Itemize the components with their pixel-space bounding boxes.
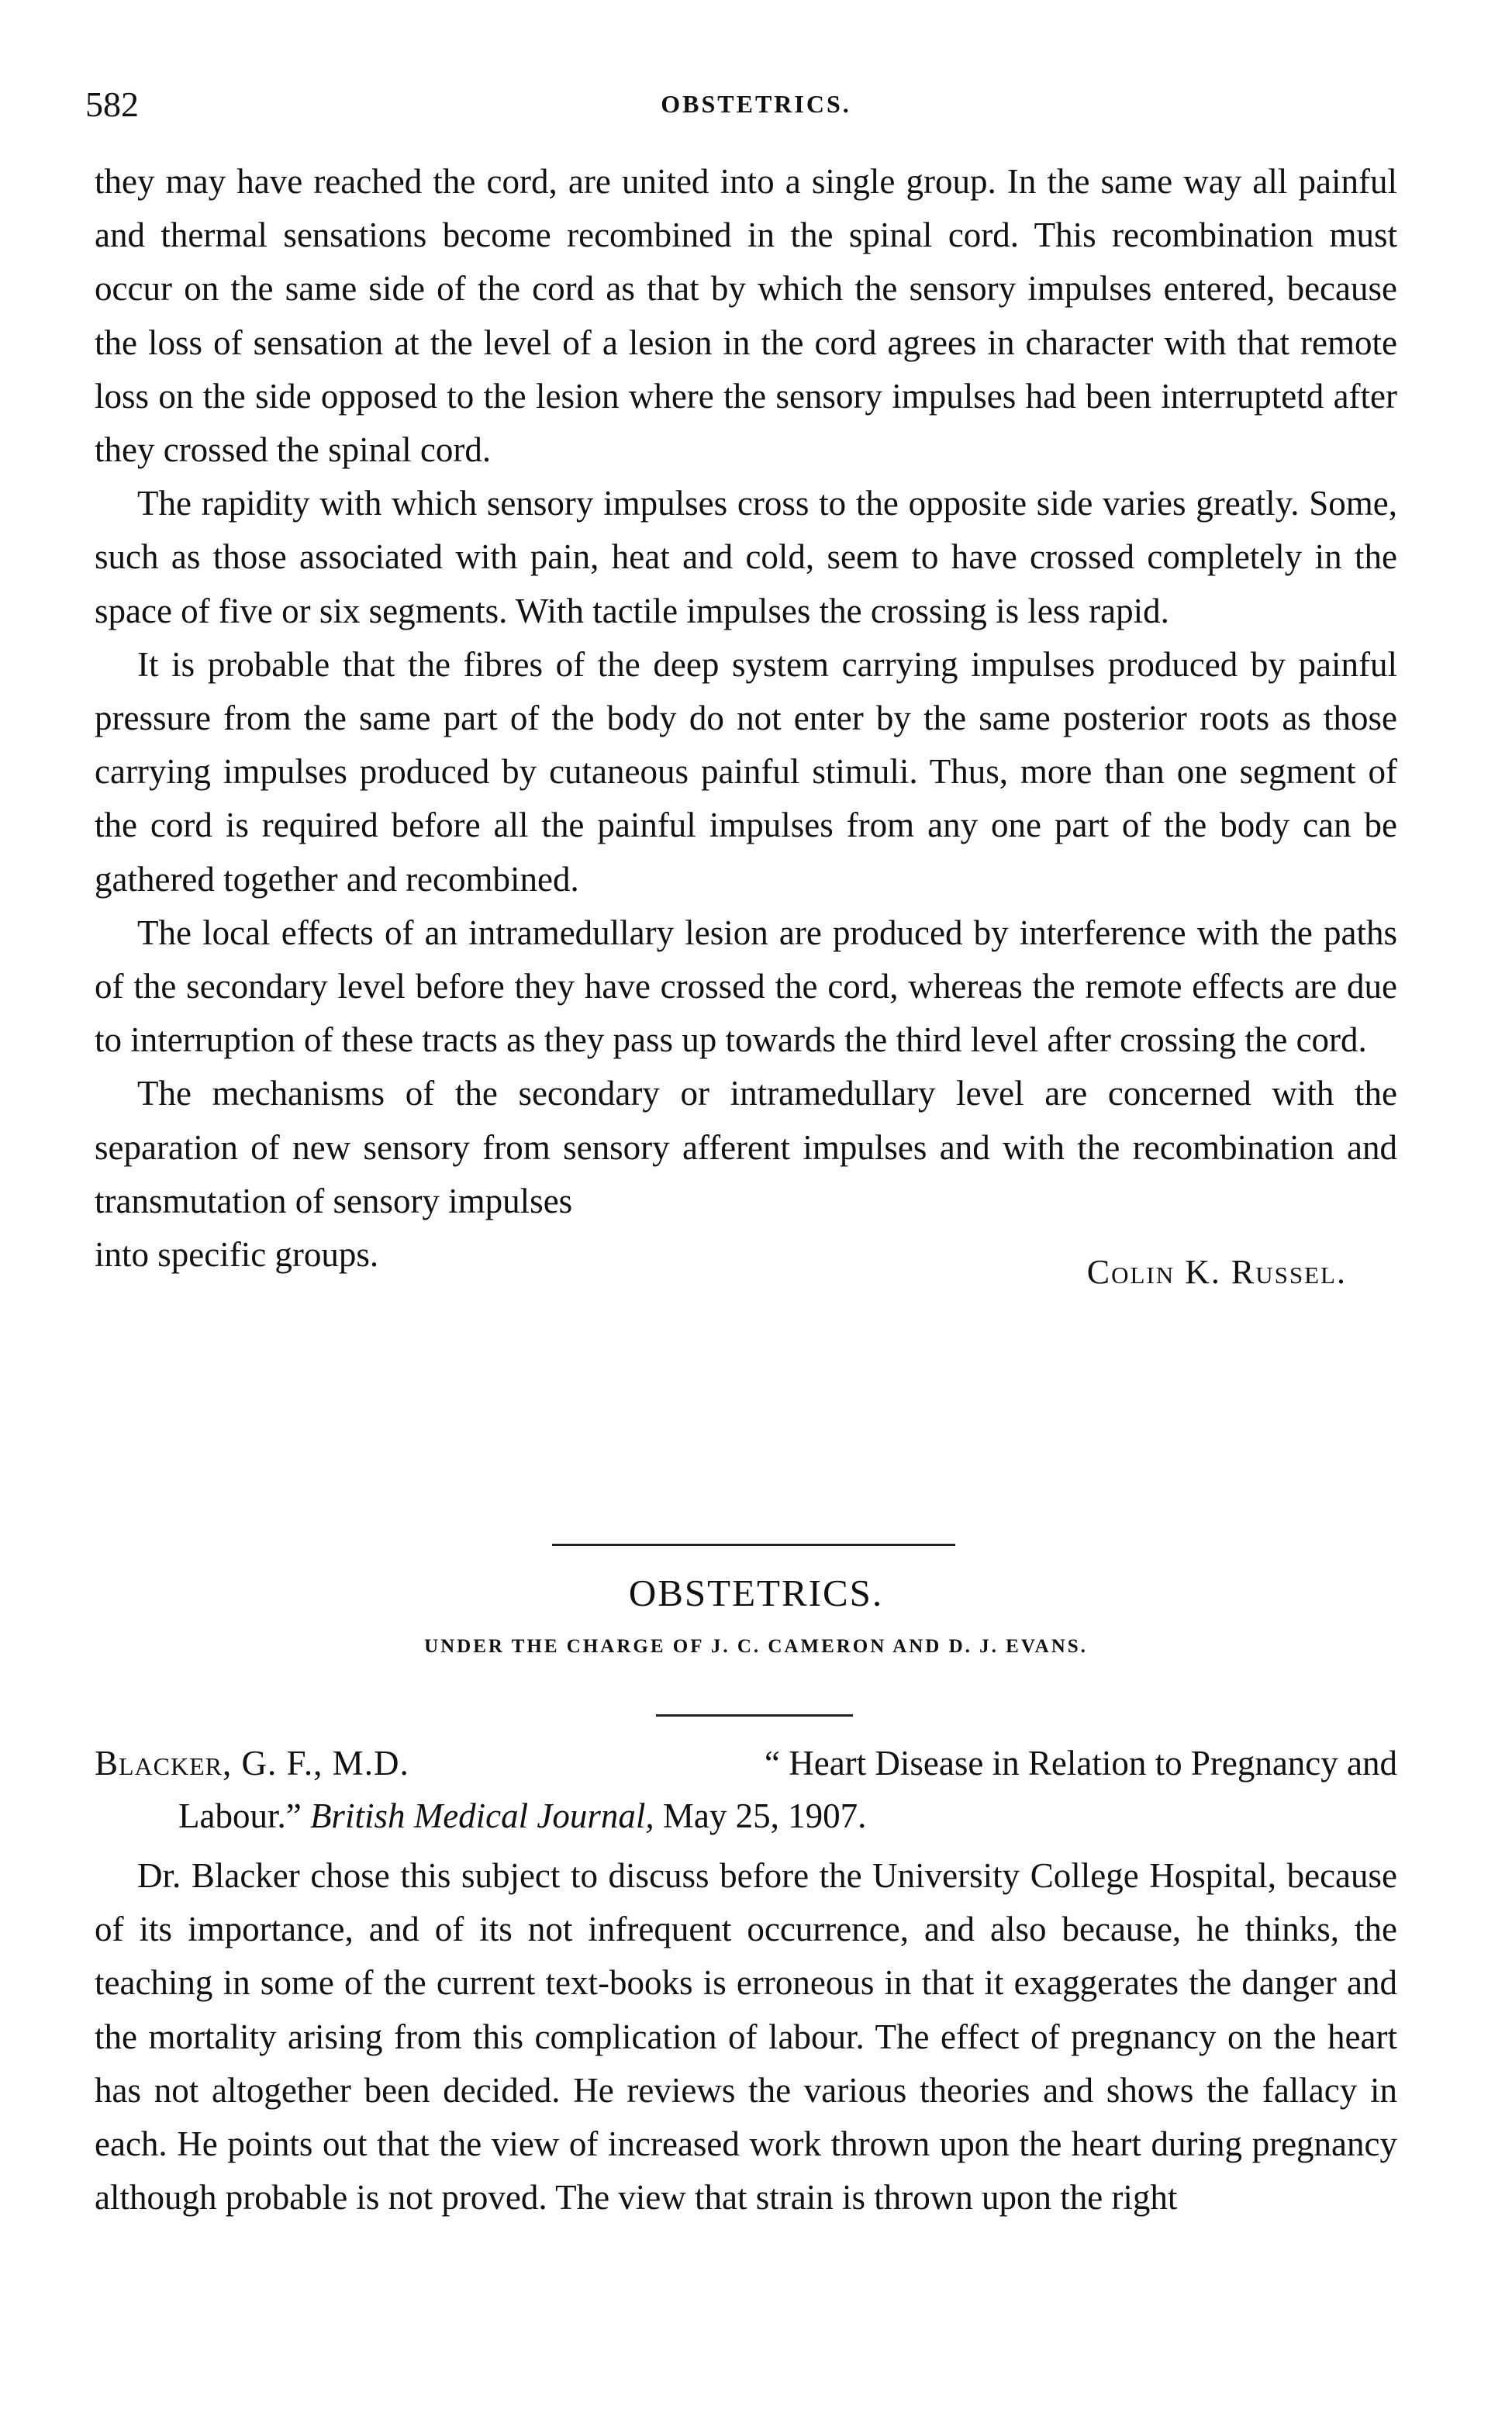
citation-line-2 (95, 1789, 1397, 1842)
paragraph: Dr. Blacker chose this subject to discuss before the University College Hospital, because of its importance, and of its not infrequent occurrence, and also because, he thinks, the teaching in some of the current text-books is erroneous in that it exaggerates the danger and the mortality arising from this complication of labour. The effect of pregnancy on the heart has not altogether been decided. He reviews the various theories and shows the fallacy in each. He points out that the view of increased work thrown upon the heart during pregnancy although probable is not proved. The view that strain is thrown upon the right (95, 1856, 1397, 2217)
page-number: 582 (85, 85, 139, 124)
reference-citation (95, 1737, 1397, 1842)
running-title: OBSTETRICS. (661, 90, 851, 118)
paragraph: they may have reached the cord, are united into a single group. In the same way all painful and thermal sensations become recombined in the spinal cord. This recombination must occur on the same side of the cord as that by which the sensory impulses entered, because the loss of sensation at the level of a lesion in the cord agrees in character with that remote loss on the side opposed to the lesion where the sensory impulses had been interruptetd after they crossed the spinal cord. (95, 162, 1397, 470)
section-editors-line: UNDER THE CHARGE OF J. C. CAMERON AND D. J. EVANS. (424, 1636, 1088, 1657)
article-body-bottom (95, 1849, 1397, 2224)
paragraph: The mechanisms of the secondary or intramedullary level are concerned with the separation of new sensory from sensory afferent impulses and with the recombination and transmutation of sensory impulses (95, 1074, 1397, 1220)
citation-title: “ Heart Disease in Relation to Pregnancy and (765, 1744, 1397, 1783)
article-body-top (95, 155, 1397, 1292)
citation-line-1 (95, 1737, 1397, 1789)
signoff-row (95, 1228, 1397, 1292)
section-heading: OBSTETRICS. (628, 1572, 884, 1614)
heading-underline-rule (656, 1714, 853, 1717)
author-signature: Colin K. Russel. (1086, 1253, 1347, 1292)
citation-date: May 25, 1907. (662, 1796, 867, 1835)
paragraph: It is probable that the fibres of the deep system carrying impulses produced by painful pressure from the same part of the body do not enter by the same posterior roots as those carrying impulses produced by cutaneous painful stimuli. Thus, more than one segment of the cord is required before all the painful impulses from any one part of the body can be gathered together and recombined. (95, 644, 1397, 899)
section-divider-rule (552, 1544, 955, 1546)
paragraph: The local effects of an intramedullary lesion are produced by interference with the paths of the secondary level before they have crossed the cord, whereas the remote effects are due to interruption of these tracts as they pass up towards the third level after crossing the cord. (95, 913, 1397, 1060)
paragraph-ending: into specific groups. (95, 1235, 379, 1275)
paragraph: The rapidity with which sensory impulses cross to the opposite side varies greatly. Some, such as those associated with pain, heat and cold, seem to have crossed completely in the space of five or six segments. With tactile impulses the crossing is less rapid. (95, 484, 1397, 630)
running-head (85, 84, 1427, 130)
citation-title-cont: Labour.” (178, 1796, 302, 1835)
citation-author: Blacker, G. F., M.D. (95, 1744, 409, 1783)
citation-journal: British Medical Journal, (309, 1796, 654, 1835)
